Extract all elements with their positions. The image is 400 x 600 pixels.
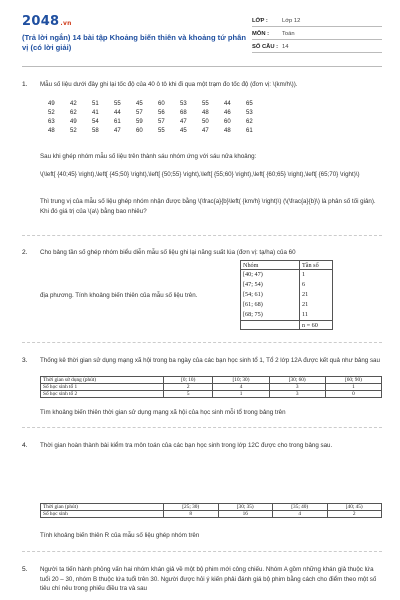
table-cell: 51: [92, 100, 99, 107]
table-cell: 55: [202, 100, 209, 107]
q2-text-2: địa phương. Tính khoảng biến thiên của mẫu số liệu trên.: [40, 292, 198, 299]
table-cell: 44: [224, 100, 231, 107]
table-row: [41, 504, 382, 511]
header-divider: [22, 66, 382, 67]
total-cell: n = 60: [300, 321, 333, 330]
table-cell: [60; 90): [325, 377, 381, 384]
table-cell: 48: [202, 109, 209, 116]
q4-number: 4.: [22, 442, 28, 449]
divider: [22, 551, 382, 552]
q1-after: Sau khi ghép nhóm mẫu số liệu trên thành sáu nhóm ứng với sáu nửa khoảng:: [40, 153, 257, 160]
table-cell: 45: [180, 127, 187, 134]
table-cell: [241, 321, 300, 330]
table-cell: 5: [164, 391, 213, 398]
q3-number: 3.: [22, 357, 28, 364]
meta-panel: [252, 14, 382, 53]
q3-question: Tìm khoảng biến thiên thời gian sử dụng mạng xã hội của học sinh mỗi tổ trong bảng trên: [40, 409, 286, 416]
table-cell: 59: [136, 118, 143, 125]
table-cell: [40; 45): [327, 504, 382, 511]
frequency-column: 1 6 21 21 11: [300, 270, 333, 321]
table-cell: 47: [202, 127, 209, 134]
q4-table: [40, 503, 382, 518]
table-cell: 55: [158, 127, 165, 134]
group-column: [40; 47) [47; 54) [54; 61) [61; 68) [68; 75): [241, 270, 300, 321]
table-cell: 8: [164, 511, 219, 518]
table-cell: 50: [202, 118, 209, 125]
table-cell: 53: [180, 100, 187, 107]
table-cell: 49: [48, 100, 55, 107]
table-header-cell: Nhóm: [241, 261, 300, 270]
table-row: [46, 126, 266, 135]
table-cell: 68: [180, 109, 187, 116]
table-cell: 0: [325, 391, 381, 398]
table-cell: 45: [136, 100, 143, 107]
table-cell: 1: [325, 384, 381, 391]
table-cell: 58: [92, 127, 99, 134]
table-cell: 52: [48, 109, 55, 116]
divider: [22, 342, 382, 343]
table-cell: 48: [48, 127, 55, 134]
table-cell: 53: [246, 109, 253, 116]
table-header-cell: Tần số: [300, 261, 333, 270]
table-row: [41, 384, 382, 391]
table-cell: [30; 35): [218, 504, 273, 511]
site-logo[interactable]: 2048.vn: [22, 14, 72, 29]
table-row: [41, 511, 382, 518]
meta-row-count: SỐ CÂU : 14: [252, 40, 382, 53]
q4-text: Thời gian hoàn thành bài kiểm tra môn toán của các bạn học sinh trong lớp 12C được cho trong bảng sau.: [40, 442, 333, 449]
meta-row-subject: MÔN : Toán: [252, 27, 382, 40]
table-cell: 52: [70, 127, 77, 134]
q1-question: Thì trung vị của mẫu số liệu ghép nhóm nhận được bằng \(\frac{a}{b}\left( {km/h} \right)\) (\(\frac{a}{b}\) là phân số tối giản). Khi đó giá trị của \(a\) bằng bao nhiêu?: [40, 198, 376, 215]
table-cell: 57: [158, 118, 165, 125]
table-cell: [25; 30): [164, 504, 219, 511]
table-cell: 56: [158, 109, 165, 116]
q1-intervals: \(\left[ {40;45} \right),\left[ {45;50} \right),\left[ {50;55} \right),\left[ {55;60} \right),\left[ {60;65} \right),\left[ {65;70} \right)\): [40, 171, 360, 178]
table-cell: 16: [218, 511, 273, 518]
table-cell: 4: [273, 511, 328, 518]
table-cell: 61: [246, 127, 253, 134]
table-cell: 44: [114, 109, 121, 116]
q4-question: Tính khoảng biến thiên R của mẫu số liệu ghép nhóm trên: [40, 532, 200, 539]
table-cell: 2: [164, 384, 213, 391]
q2-frequency-table: [240, 260, 333, 330]
table-cell: 47: [114, 127, 121, 134]
table-row: [41, 391, 382, 398]
table-cell: 48: [224, 127, 231, 134]
table-cell: 46: [224, 109, 231, 116]
table-row: [46, 108, 266, 117]
row-label-cell: Số học sinh tổ 2: [41, 391, 164, 398]
table-cell: [30; 60): [269, 377, 325, 384]
table-cell: 63: [48, 118, 55, 125]
table-cell: 61: [114, 118, 121, 125]
table-cell: 60: [224, 118, 231, 125]
q2-number: 2.: [22, 249, 28, 256]
table-cell: 54: [92, 118, 99, 125]
table-cell: 65: [246, 100, 253, 107]
table-cell: 62: [246, 118, 253, 125]
table-cell: [35; 40): [273, 504, 328, 511]
table-row: [46, 117, 266, 126]
q2-text: Cho bảng tần số ghép nhóm biểu diễn mẫu số liệu ghi lại năng suất lúa (đơn vị: tạ/ha) của 60: [40, 249, 296, 256]
divider: [22, 427, 382, 428]
q3-text: Thống kê thời gian sử dụng mạng xã hội trong ba ngày của các bạn học sinh tổ 1, Tổ 2 lớp 12A được kết quả như bảng sau: [40, 357, 380, 364]
table-cell: 60: [136, 127, 143, 134]
q1-text: Mẫu số liệu dưới đây ghi lại tốc độ của 40 ô tô khi đi qua một trạm đo tốc độ (đơn vị: \(km/h\)).: [40, 81, 298, 88]
row-label-cell: Số học sinh: [41, 511, 164, 518]
table-cell: 1: [213, 391, 269, 398]
q3-table: [40, 376, 382, 398]
table-cell: [0; 10): [164, 377, 213, 384]
row-label-cell: Thời gian (phút): [41, 504, 164, 511]
row-label-cell: Số học sinh tổ 1: [41, 384, 164, 391]
table-cell: 41: [92, 109, 99, 116]
table-row: [46, 99, 266, 108]
table-cell: 3: [269, 384, 325, 391]
table-cell: 42: [70, 100, 77, 107]
table-cell: 2: [327, 511, 382, 518]
table-cell: 60: [158, 100, 165, 107]
table-cell: 49: [70, 118, 77, 125]
table-cell: 62: [70, 109, 77, 116]
q5-text: Người ta tiến hành phỏng vấn hai nhóm khán giả về một bộ phim mới công chiếu. Nhóm A gồm những khán giả thuộc lứa tuổi 20 – 30, nhóm B thuộc lứa tuổi trên 30. Người được hỏi ý kiến phải đánh giá bộ phim bằng cách cho điểm theo một số tiêu chí nêu trong phiếu điều tra và sau: [40, 566, 377, 592]
row-label-cell: Thời gian sử dụng (phút): [41, 377, 164, 384]
q1-number: 1.: [22, 81, 28, 88]
table-cell: [10; 30): [213, 377, 269, 384]
table-cell: 47: [180, 118, 187, 125]
q5-number: 5.: [22, 566, 28, 573]
table-cell: 55: [114, 100, 121, 107]
table-cell: 4: [213, 384, 269, 391]
table-cell: 3: [269, 391, 325, 398]
page-title: (Trả lời ngắn) 14 bài tập Khoảng biến thiên và khoảng tứ phân vị (có lời giải): [22, 33, 246, 52]
meta-row-class: LỚP : Lớp 12: [252, 14, 382, 27]
table-row: [41, 377, 382, 384]
table-cell: 57: [136, 109, 143, 116]
q1-data-table: [46, 99, 266, 135]
divider: [22, 235, 382, 236]
